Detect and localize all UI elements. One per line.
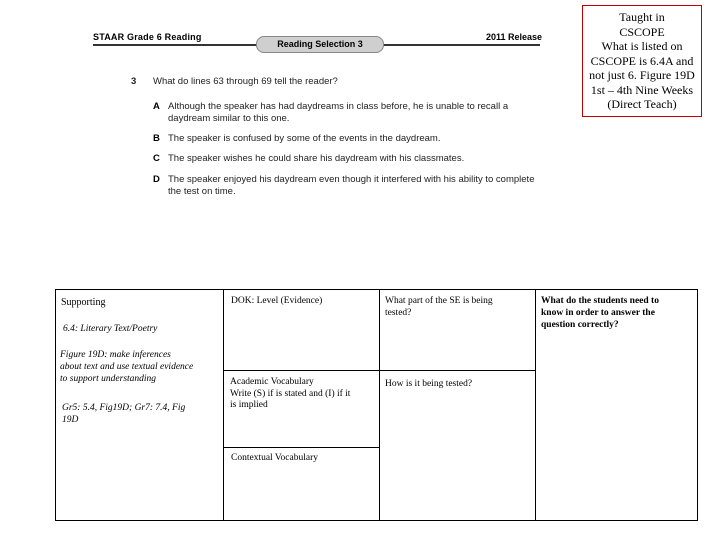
option-a-line-1: Although the speaker has had daydreams in class before, he is unable to recall a bbox=[168, 101, 509, 112]
what-part-tested bbox=[385, 295, 493, 319]
table-border-right bbox=[697, 289, 698, 521]
note-line-3: What is listed on bbox=[601, 39, 683, 53]
option-d-letter: D bbox=[153, 174, 160, 185]
note-line-6: 1st – 4th Nine Weeks bbox=[590, 82, 694, 97]
academic-vocabulary bbox=[230, 377, 350, 412]
staar-header-right: 2011 Release bbox=[486, 32, 543, 42]
table-row-divider-dok bbox=[223, 370, 536, 371]
option-a-line-2: daydream similar to this one. bbox=[168, 112, 290, 124]
figure-19d-text bbox=[60, 349, 193, 385]
staar-header-left: STAAR Grade 6 Reading bbox=[93, 32, 202, 42]
how-tested: How is it being tested? bbox=[385, 379, 473, 389]
note-line-2: CSCOPE bbox=[619, 24, 665, 39]
dok-label: DOK: Level (Evidence) bbox=[231, 296, 323, 306]
grade-refs bbox=[62, 402, 185, 426]
reading-selection-pill: Reading Selection 3 bbox=[256, 36, 384, 53]
analysis-table bbox=[55, 289, 698, 521]
option-b-text bbox=[168, 133, 441, 145]
figure-line-3: to support understanding bbox=[60, 374, 157, 384]
table-col-divider-3 bbox=[535, 289, 536, 521]
note-line-7: (Direct Teach) bbox=[607, 97, 677, 111]
grade-refs-line-1: Gr5: 5.4, Fig19D; Gr7: 7.4, Fig bbox=[62, 403, 186, 413]
option-c-text bbox=[168, 153, 464, 165]
option-d-text bbox=[168, 174, 534, 197]
option-d-line-2: the test on time. bbox=[168, 185, 236, 197]
table-col-divider-2 bbox=[379, 289, 380, 521]
students-need-line-3: question correctly? bbox=[541, 320, 619, 330]
table-border-left bbox=[55, 289, 56, 521]
table-row-divider-vocab bbox=[223, 447, 380, 448]
option-a-letter: A bbox=[153, 101, 160, 112]
note-line-4: CSCOPE is 6.4A and bbox=[590, 53, 694, 68]
academic-vocab-line-2: Write (S) if is stated and (I) if it bbox=[230, 388, 351, 399]
what-part-line-2: tested? bbox=[385, 308, 412, 318]
academic-vocab-line-3: is implied bbox=[230, 400, 268, 410]
what-part-line-1: What part of the SE is being bbox=[385, 296, 493, 306]
grade-refs-line-2: 19D bbox=[62, 415, 79, 425]
option-b-line-1: The speaker is confused by some of the events in the daydream. bbox=[168, 133, 441, 144]
cscope-note bbox=[582, 5, 702, 117]
academic-vocab-line-1: Academic Vocabulary bbox=[230, 377, 314, 387]
students-need-to-know bbox=[541, 295, 659, 331]
note-line-1: Taught in bbox=[619, 10, 665, 24]
table-border-bottom bbox=[55, 520, 698, 521]
se-code: 6.4: Literary Text/Poetry bbox=[63, 324, 158, 334]
option-c-line-1: The speaker wishes he could share his daydream with his classmates. bbox=[168, 153, 465, 164]
figure-line-1: Figure 19D: make inferences bbox=[60, 350, 171, 360]
question-number: 3 bbox=[131, 76, 137, 87]
option-c-letter: C bbox=[153, 153, 160, 164]
option-a-text bbox=[168, 101, 508, 124]
table-col-divider-1 bbox=[223, 289, 224, 521]
students-need-line-2: know in order to answer the bbox=[541, 308, 655, 318]
students-need-line-1: What do the students need to bbox=[541, 296, 659, 306]
figure-line-2: about text and use textual evidence bbox=[60, 362, 194, 372]
option-d-line-1: The speaker enjoyed his daydream even though it interfered with his ability to complete bbox=[168, 174, 535, 185]
note-line-5: not just 6. Figure 19D bbox=[589, 68, 695, 82]
supporting-label: Supporting bbox=[61, 297, 106, 308]
question-text: What do lines 63 through 69 tell the reader? bbox=[153, 76, 338, 87]
table-border-top bbox=[55, 289, 698, 290]
option-b-letter: B bbox=[153, 133, 160, 144]
contextual-vocabulary: Contextual Vocabulary bbox=[231, 453, 318, 463]
